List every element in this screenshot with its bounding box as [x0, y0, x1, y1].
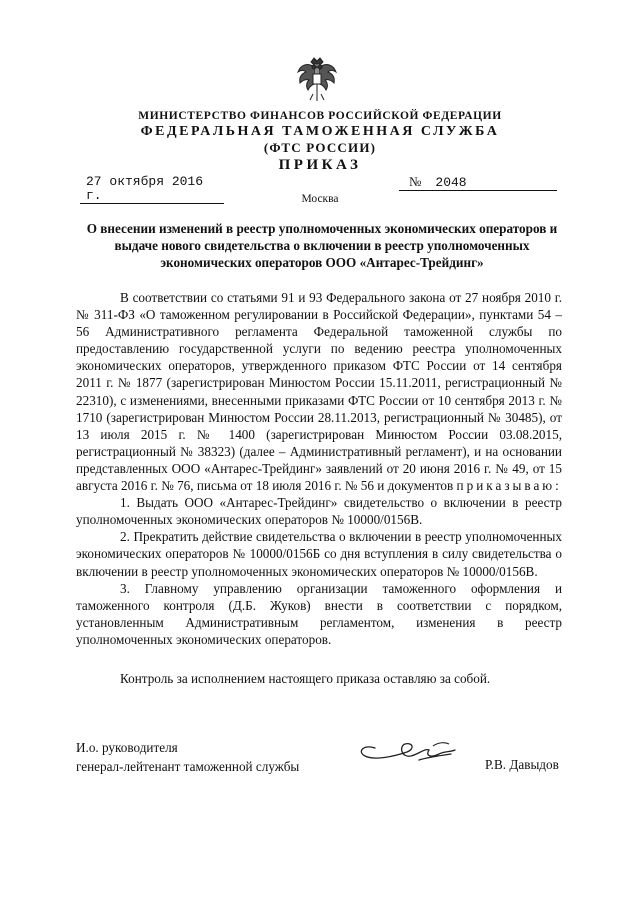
order-word: приказываю: [456, 478, 562, 494]
number-sign: № [409, 174, 422, 189]
order-body [76, 289, 562, 687]
city: Москва [301, 193, 339, 205]
preamble-text: В соответствии со статьями 91 и 93 Федерального закона от 27 ноября 2010 г. № 311-ФЗ «О таможенном регулировании в Российской Федерации», пунктами 54 – 56 Административного регламента Федеральной таможенной службы по предоставлению государственной услуги по ведению реестра уполномоченных экономических операторов, утвержденного приказом ФТС России от 14 сентября 2011 г. № 1877 (зарегистрирован Минюстом России 15.11.2011, регистрационный № 22310), с изменениями, внесенными приказами ФТС России от 10 сентября 2013 г. № 1710 (зарегистрирован Минюстом России 28.11.2013, регистрационный № 30485), от 13 июля 2015 г. № 1400 (зарегистрирован Минюстом России 03.08.2015, регистрационный № 38323) (далее – Административный регламент), и на основании представленных ООО «Антарес-Трейдинг» заявлений от 20 июня 2016 г. № 49, от 15 августа 2016 г. № 76, письма от 18 июля 2016 г. № 56 и документов [76, 290, 562, 494]
order-date: 27 октября 2016 г. [80, 175, 224, 204]
order-number: 2048 [435, 175, 467, 190]
coat-of-arms-icon [295, 56, 339, 102]
item-1: 1. Выдать ООО «Антарес-Трейдинг» свидетельство о включении в реестр уполномоченных экономических операторов № 10000/0156В. [76, 495, 562, 528]
item-2: 2. Прекратить действие свидетельства о включении в реестр уполномоченных экономических операторов № 10000/0156Б со дня вступления в силу свидетельства о включении в реестр уполномоченных экономических операторов № 10000/0156В. [76, 529, 562, 579]
handwritten-signature [355, 734, 475, 768]
signatory-name: Р.В. Давыдов [485, 757, 559, 772]
signatory-position [76, 738, 299, 776]
position-line-1: И.о. руководителя [76, 740, 178, 755]
preamble-paragraph [76, 289, 562, 494]
service-name: ФЕДЕРАЛЬНАЯ ТАМОЖЕННАЯ СЛУЖБА [140, 124, 500, 139]
item-3: 3. Главному управлению организации таможенного оформления и таможенного контроля (Д.Б. Жуков) внести в соответствии с порядком, установленным Административным регламентом, изменения в реестр уполномоченных экономических операторов. [76, 580, 562, 647]
order-subject: О внесении изменений в реестр уполномоченных экономических операторов и выдаче нового свидетельства о включении в реестр уполномоченных экономических операторов ООО «Антарес-Трейдинг» [86, 221, 558, 270]
order-number-line [399, 175, 557, 191]
position-line-2: генерал-лейтенант таможенной службы [76, 759, 300, 774]
control-paragraph: Контроль за исполнением настоящего приказа оставляю за собой. [120, 670, 491, 686]
service-short-name: (ФТС РОССИИ) [263, 140, 377, 155]
document-type: ПРИКАЗ [278, 157, 362, 173]
ministry-name: МИНИСТЕРСТВО ФИНАНСОВ РОССИЙСКОЙ ФЕДЕРАЦИИ [138, 110, 502, 122]
